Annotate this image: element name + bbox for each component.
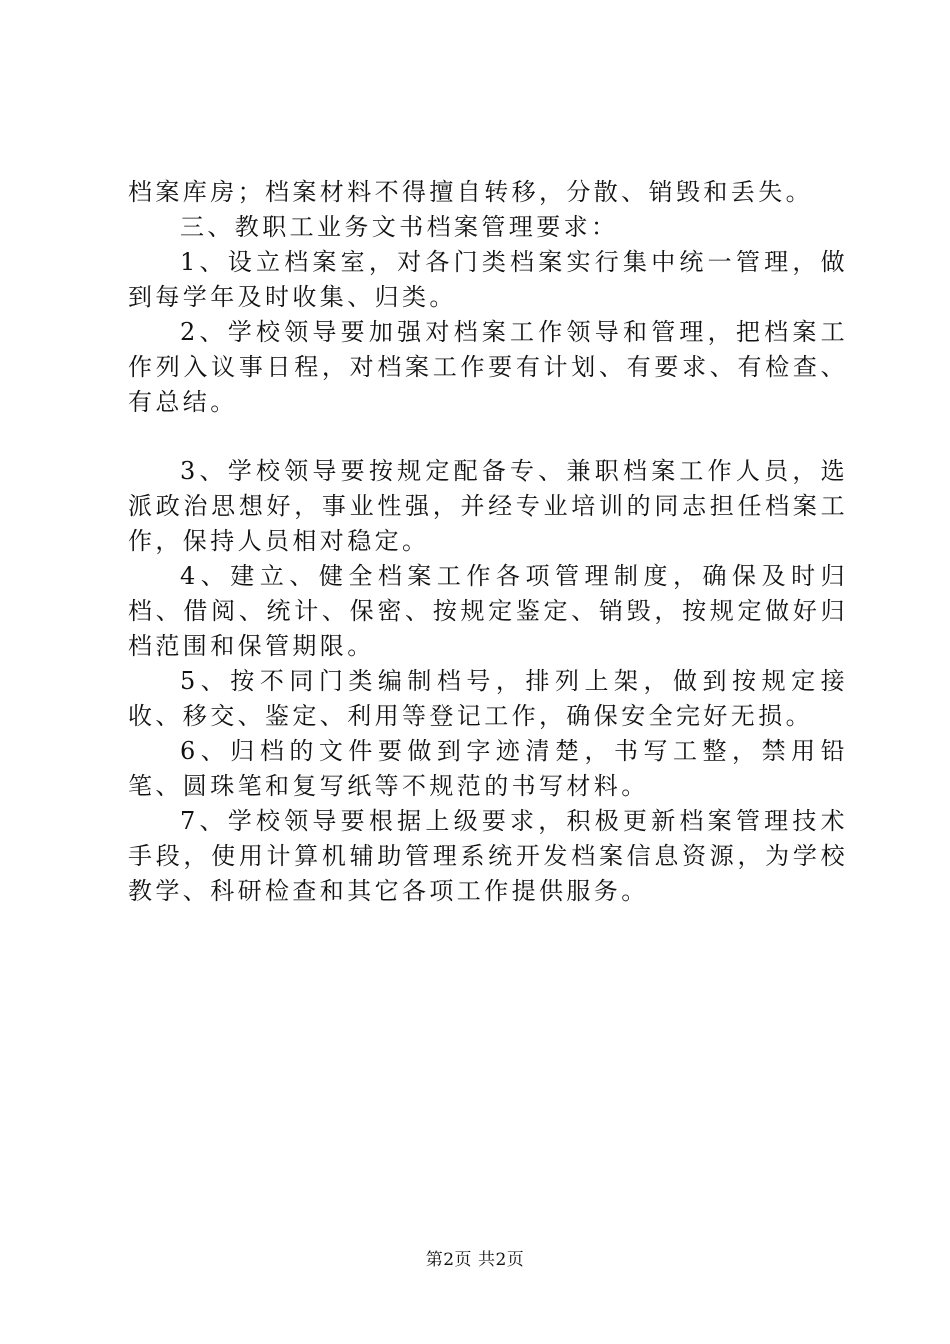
paragraph-item-1: 1、设立档案室，对各门类档案实行集中统一管理，做到每学年及时收集、归类。 — [128, 248, 848, 311]
page-number-footer: 第2页 共2页 — [425, 1250, 525, 1270]
paragraph-item-4: 4、建立、健全档案工作各项管理制度，确保及时归档、借阅、统计、保密、按规定鉴定、销毁，按规定做好归档范围和保管期限。 — [128, 562, 848, 660]
paragraph-item-7: 7、学校领导要根据上级要求，积极更新档案管理技术手段，使用计算机辅助管理系统开发档案信息资源，为学校教学、科研检查和其它各项工作提供服务。 — [128, 807, 848, 905]
paragraph-item-3: 3、学校领导要按规定配备专、兼职档案工作人员，选派政治思想好，事业性强，并经专业培训的同志担任档案工作，保持人员相对稳定。 — [128, 457, 848, 555]
paragraph-item-5: 5、按不同门类编制档号，排列上架，做到按规定接收、移交、鉴定、利用等登记工作，确保安全完好无损。 — [128, 667, 848, 730]
paragraph-item-6: 6、归档的文件要做到字迹清楚，书写工整，禁用铅笔、圆珠笔和复写纸等不规范的书写材料。 — [128, 737, 848, 800]
document-body — [128, 175, 848, 909]
paragraph-item-2: 2、学校领导要加强对档案工作领导和管理，把档案工作列入议事日程，对档案工作要有计划、有要求、有检查、有总结。 — [128, 318, 848, 416]
paragraph-continuation: 档案库房；档案材料不得擅自转移，分散、销毁和丢失。 — [128, 178, 813, 206]
section-heading: 三、教职工业务文书档案管理要求： — [180, 213, 619, 241]
